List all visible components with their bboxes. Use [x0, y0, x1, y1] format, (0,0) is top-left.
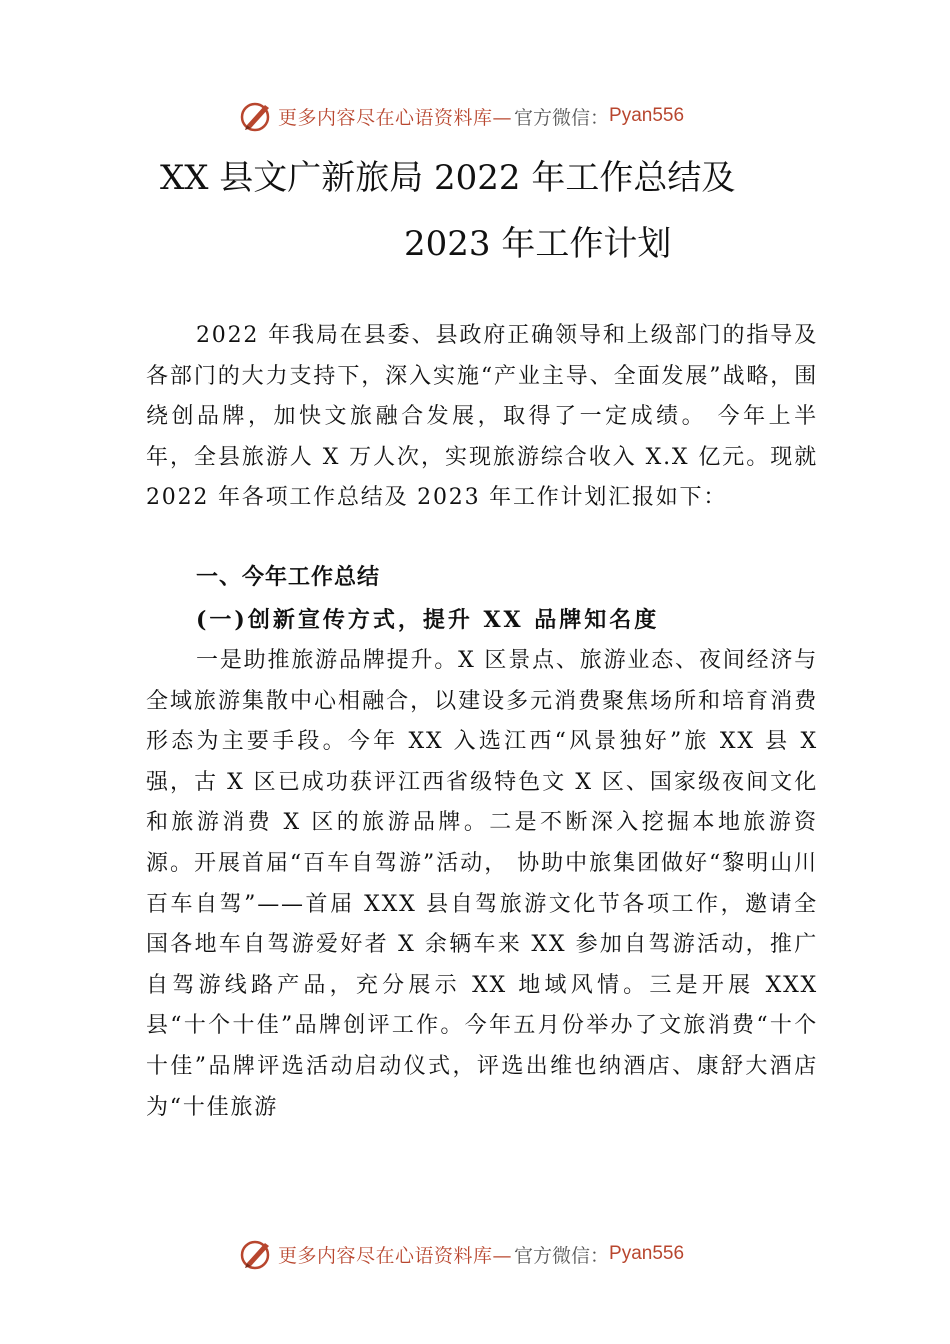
watermark-footer — [238, 1234, 684, 1274]
subsection-heading: (一)创新宣传方式，提升 XX 品牌知名度 — [196, 607, 660, 633]
body-text: 一是助推旅游品牌提升。X 区景点、旅游业态、夜间经济与全域旅游集散中心相融合，以建设多元消费聚焦场所和培育消费形态为主要手段。今年 XX 入选江西“风景独好”旅 XX 县 X 强，古 X 区已成功获评江西省级特色文 X 区、国家级夜间文化和旅游消费 X 区的旅游品牌。二是不断深入挖掘本地旅游资源。开展首届“百车自驾游”活动， 协助中旅集团做好“黎明山川 百车自驾”——首届 XXX 县自驾旅游文化节各项工作，邀请全国各地车自驾游爱好者 X 余辆车来 XX 参加自驾游活动，推广自驾游线路产品，充分展示 XX 地域风情。三是开展 XXX 县“十个十佳”品牌创评工作。今年五月份举办了文旅消费“十个十佳”品牌评选活动启动仪式，评选出维也纳酒店、康舒大酒店为“十佳旅游 — [146, 648, 818, 1120]
watermark-wechat-label: 官方微信： — [514, 1244, 610, 1267]
document-title-line2: 2023 年工作计划 — [404, 224, 672, 264]
watermark-brand: 更多内容尽在心语资料库— — [278, 1244, 513, 1267]
watermark-wechat-id: Pyan556 — [609, 1243, 685, 1264]
document-title-line1: XX 县文广新旅局 2022 年工作总结及 — [160, 158, 736, 198]
section-heading: 一、今年工作总结 — [196, 565, 381, 590]
watermark-wechat-label: 官方微信： — [514, 106, 610, 129]
pen-logo-icon — [238, 98, 274, 134]
intro-text: 2022 年我局在县委、县政府正确领导和上级部门的指导及各部门的大力支持下，深入实施“产业主导、全面发展”战略，围绕创品牌，加快文旅融合发展，取得了一定成绩。 今年上半年，全县旅游人 X 万人次，实现旅游综合收入 X.X 亿元。现就 2022 年各项工作总结及 2023 年工作计划汇报如下： — [146, 323, 818, 511]
pen-logo-icon — [238, 1236, 274, 1272]
watermark-brand: 更多内容尽在心语资料库— — [278, 106, 513, 129]
body-paragraph — [146, 641, 818, 1128]
intro-paragraph — [146, 316, 818, 519]
watermark-wechat-id: Pyan556 — [609, 105, 685, 126]
watermark-header — [238, 96, 684, 136]
